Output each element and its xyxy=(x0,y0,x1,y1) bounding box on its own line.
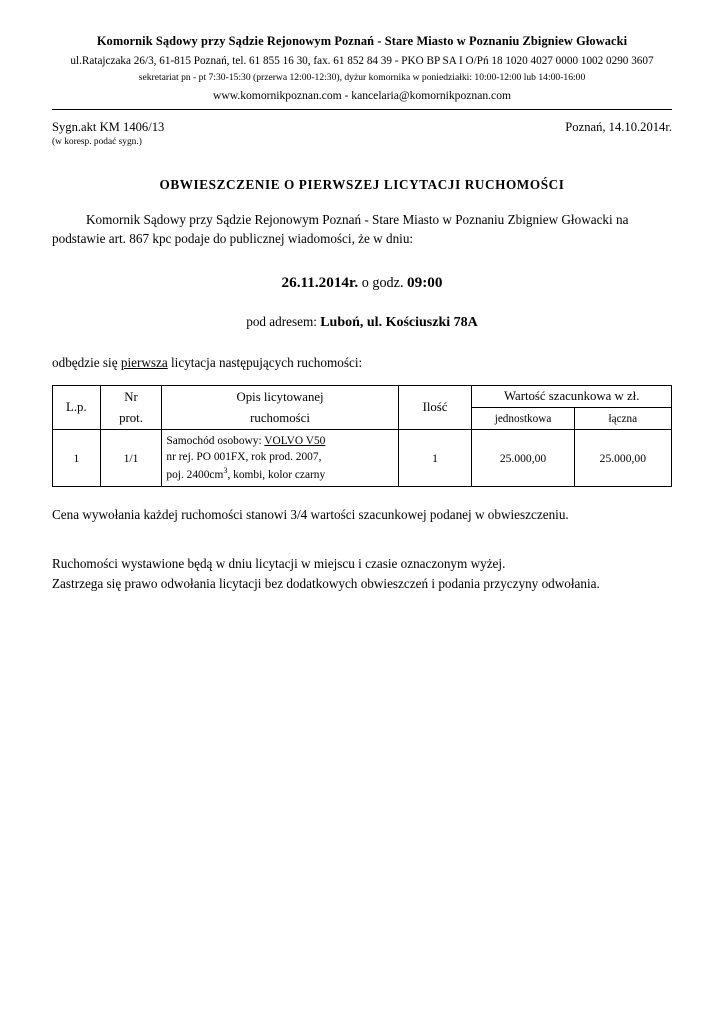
auction-address xyxy=(52,314,672,331)
correspondence-note: (w koresp. podać sygn.) xyxy=(52,137,142,147)
closing-line-2: Zastrzega się prawo odwołania licytacji bez dodatkowych obwieszczeń i podania przyczyny odwołania. xyxy=(52,576,600,592)
desc-engine: poj. 2400cm xyxy=(166,469,224,482)
cell-total-value: 25.000,00 xyxy=(574,429,671,486)
page-title: OBWIESZCZENIE O PIERWSZEJ LICYTACJI RUCHOMOŚCI xyxy=(159,177,565,192)
lead-prefix: odbędzie się xyxy=(52,355,118,371)
cell-unit-value: 25.000,00 xyxy=(472,429,574,486)
items-table xyxy=(52,385,672,487)
desc-model: VOLVO V50 xyxy=(264,434,326,447)
header-opis-sub: ruchomości xyxy=(162,408,398,430)
office-address: ul.Ratajczaka 26/3, 61-815 Poznań, tel. 61 855 16 30, fax. 61 852 84 39 - PKO BP SA I O/Pń 18 1020 4027 0000 1002 0290 3607 xyxy=(70,55,654,67)
auction-lead-line xyxy=(52,355,672,371)
intro-paragraph: Komornik Sądowy przy Sądzie Rejonowym Poznań - Stare Miasto w Poznaniu Zbigniew Głowacki na podstawie art. 867 kpc podaje do publicznej wiadomości, że w dniu: xyxy=(52,212,629,246)
letterhead xyxy=(52,0,672,110)
header-nr: Nr xyxy=(100,386,162,408)
table-header-row xyxy=(53,386,672,408)
office-web-contact: www.komornikpoznan.com - kancelaria@komornikpoznan.com xyxy=(212,89,512,102)
header-lp: L.p. xyxy=(53,386,101,430)
meta-row xyxy=(52,120,672,135)
header-laczna: łączna xyxy=(574,408,671,430)
lead-suffix: licytacja następujących ruchomości: xyxy=(171,355,363,371)
cell-quantity: 1 xyxy=(398,429,472,486)
desc-engine-unit-exponent: 3 xyxy=(223,466,228,476)
auction-time-label: o godz. xyxy=(361,275,404,292)
cell-description xyxy=(162,429,398,486)
closing-notes xyxy=(52,554,672,594)
cell-lp: 1 xyxy=(53,429,101,486)
auction-time: 09:00 xyxy=(407,274,443,292)
address-label: pod adresem: xyxy=(246,314,317,330)
address-value: Luboń, ul. Kościuszki 78A xyxy=(320,315,478,331)
header-ilosc: Ilość xyxy=(398,386,472,430)
table-subheader-row xyxy=(53,408,672,430)
desc-registration: nr rej. PO 001FX, rok prod. 2007, xyxy=(166,451,322,464)
desc-body-color: , kombi, kolor czarny xyxy=(227,469,326,482)
office-hours: sekretariat pn - pt 7:30-15:30 (przerwa 12:00-12:30), dyżur komornika w poniedziałki: 10:00-12:00 lub 14:00-16:00 xyxy=(138,72,586,83)
lead-underlined: pierwsza xyxy=(120,355,168,371)
header-jednostkowa: jednostkowa xyxy=(472,408,574,430)
desc-label: Samochód osobowy: xyxy=(166,434,262,447)
header-wartosc: Wartość szacunkowa w zł. xyxy=(472,386,672,408)
table-row xyxy=(53,429,672,486)
place-and-date: Poznań, 14.10.2014r. xyxy=(565,120,672,134)
header-opis: Opis licytowanej xyxy=(162,386,398,408)
auction-datetime xyxy=(52,274,672,292)
header-divider xyxy=(52,109,672,110)
header-nr-sub: prot. xyxy=(100,408,162,430)
closing-line-1: Ruchomości wystawione będą w dniu licytacji w miejscu i czasie oznaczonym wyżej. xyxy=(52,556,506,572)
cell-nr: 1/1 xyxy=(100,429,162,486)
case-signature: Sygn.akt KM 1406/13 xyxy=(52,120,165,134)
price-note: Cena wywołania każdej ruchomości stanowi 3/4 wartości szacunkowej podanej w obwieszczeniu. xyxy=(52,507,569,523)
office-title: Komornik Sądowy przy Sądzie Rejonowym Poznań - Stare Miasto w Poznaniu Zbigniew Głowacki xyxy=(96,34,628,48)
auction-date: 26.11.2014r. xyxy=(281,274,359,292)
